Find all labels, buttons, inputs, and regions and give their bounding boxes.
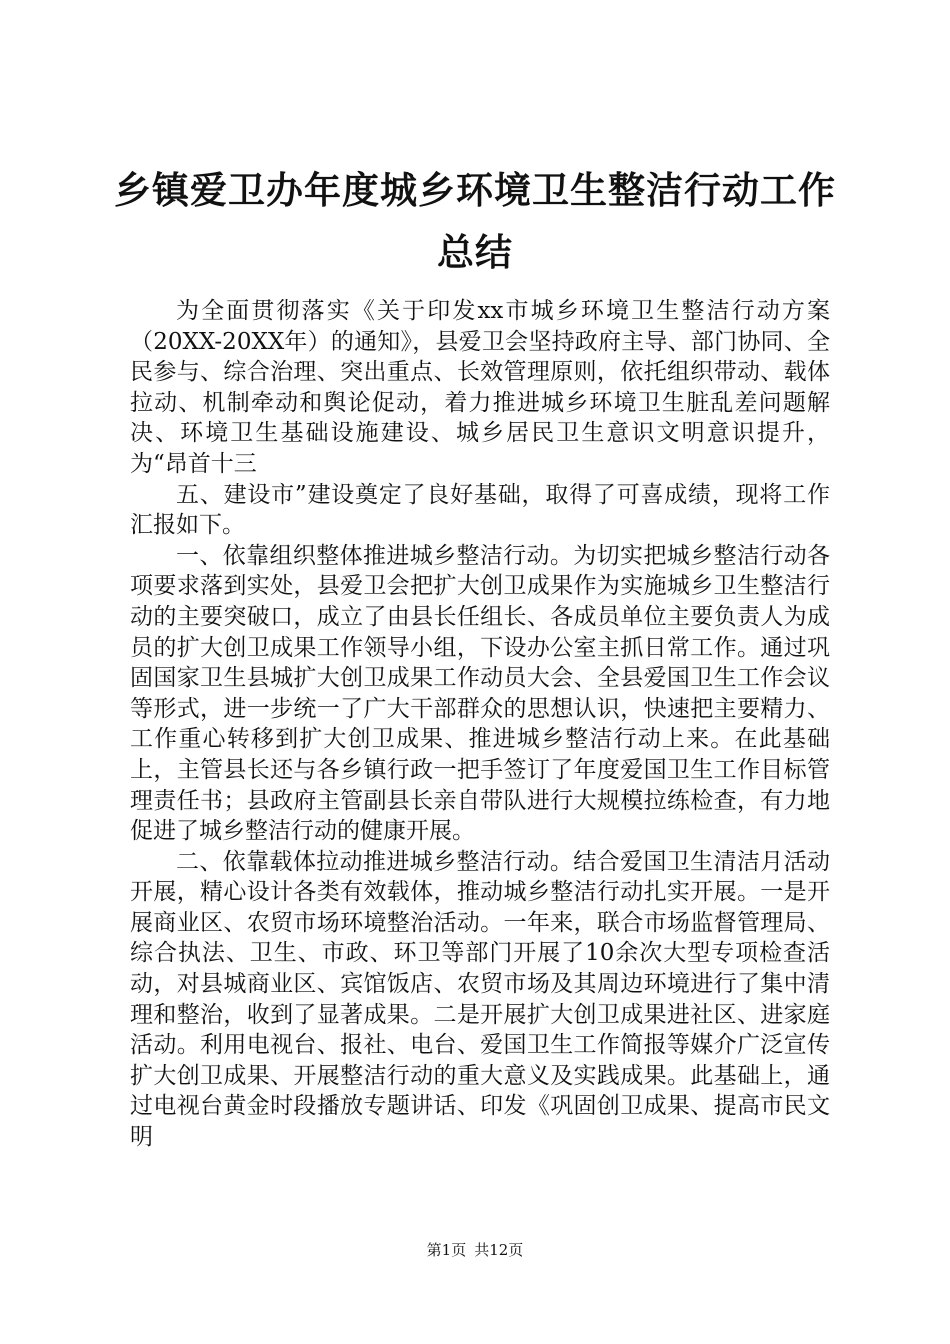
paragraph-intro: 为全面贯彻落实《关于印发xx市城乡环境卫生整洁行动方案（20XX-20XX年）的通知》，县爱卫会坚持政府主导、部门协同、全民参与、综合治理、突出重点、长效管理原则，依托组织带动、载体拉动、机制牵动和舆论促动，着力推进城乡环境卫生脏乱差问题解决、环境卫生基础设施建设、城乡居民卫生意识文明意识提升，为“昂首十三 [130, 298, 830, 477]
paragraph-intro-continued: 五、建设市”建设奠定了良好基础，取得了可喜成绩，现将工作汇报如下。 [130, 481, 830, 539]
page-number: 第1页 [426, 1241, 467, 1259]
paragraph-section-one: 一、依靠组织整体推进城乡整洁行动。为切实把城乡整洁行动各项要求落到实处，县爱卫会把扩大创卫成果作为实施城乡卫生整洁行动的主要突破口，成立了由县长任组长、各成员单位主要负责人为成员的扩大创卫成果工作领导小组，下设办公室主抓日常工作。通过巩固国家卫生县城扩大创卫成果工作动员大会、全县爱国卫生工作会议等形式，进一步统一了广大干部群众的思想认识，快速把主要精力、工作重心转移到扩大创卫成果、推进城乡整洁行动上来。在此基础上，主管县长还与各乡镇行政一把手签订了年度爱国卫生工作目标管理责任书；县政府主管副县长亲自带队进行大规模拉练检查，有力地促进了城乡整洁行动的健康开展。 [130, 542, 830, 845]
document-title: 乡镇爱卫办年度城乡环境卫生整洁行动工作总结 [114, 169, 836, 274]
document-body [130, 296, 830, 1153]
paragraph-section-two: 二、依靠载体拉动推进城乡整洁行动。结合爱国卫生清洁月活动开展，精心设计各类有效载体，推动城乡整洁行动扎实开展。一是开展商业区、农贸市场环境整治活动。一年来，联合市场监督管理局、综合执法、卫生、市政、环卫等部门开展了10余次大型专项检查活动，对县城商业区、宾馆饭店、农贸市场及其周边环境进行了集中清理和整治，收到了显著成果。二是开展扩大创卫成果进社区、进家庭活动。利用电视台、报社、电台、爱国卫生工作简报等媒介广泛宣传扩大创卫成果、开展整洁行动的重大意义及实践成果。此基础上，通过电视台黄金时段播放专题讲话、印发《巩固创卫成果、提高市民文明 [130, 848, 830, 1151]
page-footer [0, 1240, 950, 1260]
page-total: 共12页 [474, 1241, 524, 1259]
